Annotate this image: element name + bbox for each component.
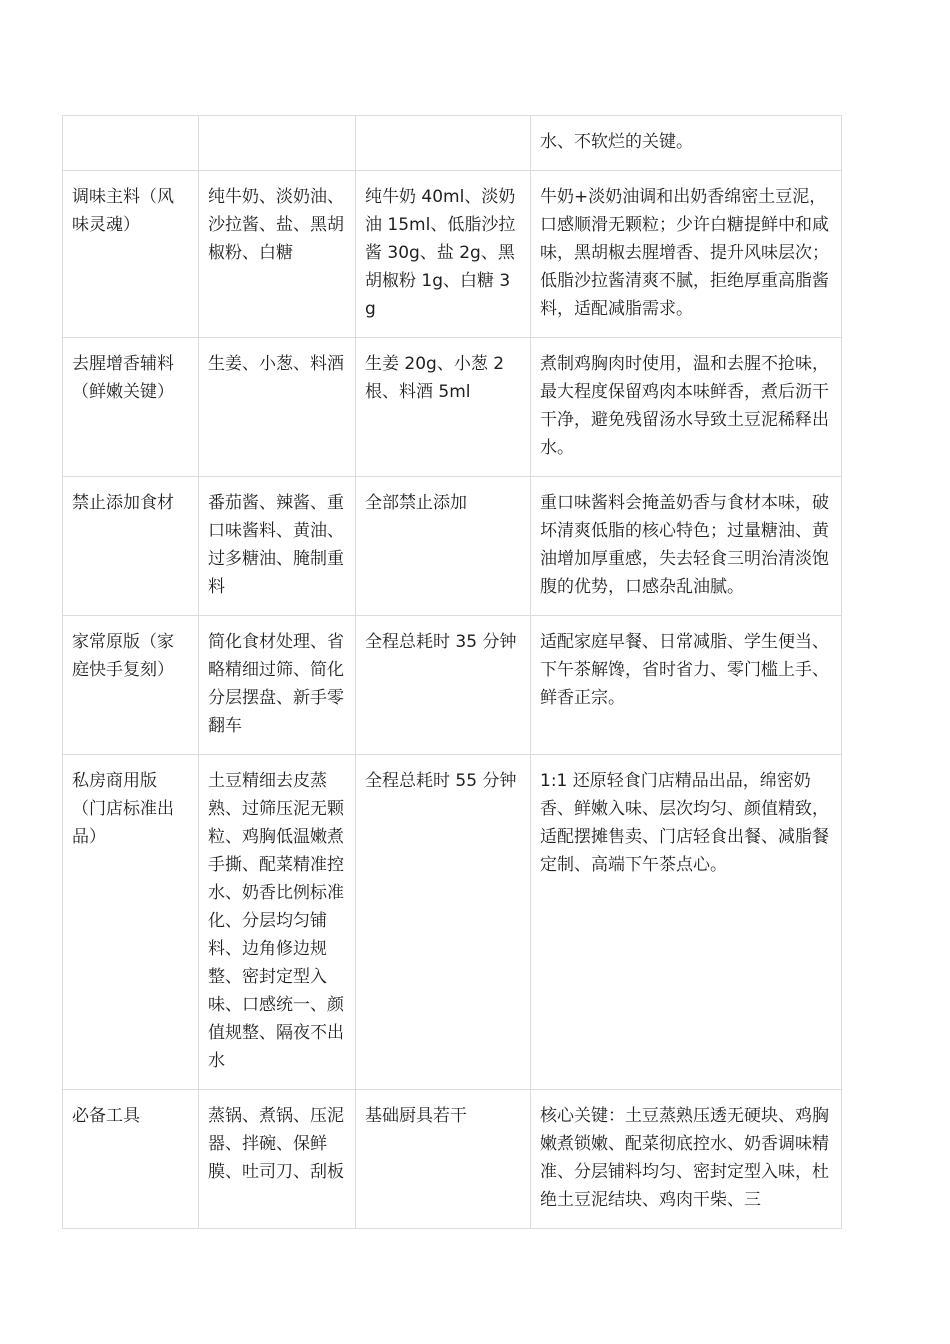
table-row-continuation xyxy=(63,116,842,171)
cell-category: 调味主料（风味灵魂） xyxy=(63,171,199,338)
cell-amount: 生姜 20g、小葱 2 根、料酒 5ml xyxy=(356,338,531,477)
cell-ingredients: 番茄酱、辣酱、重口味酱料、黄油、过多糖油、腌制重料 xyxy=(199,477,356,616)
table-row-home-version xyxy=(63,616,842,755)
cell-notes: 水、不软烂的关键。 xyxy=(531,116,842,171)
cell-amount: 基础厨具若干 xyxy=(356,1090,531,1229)
cell-notes: 核心关键：土豆蒸熟压透无硬块、鸡胸嫩煮锁嫩、配菜彻底控水、奶香调味精准、分层铺料均匀、密封定型入味，杜绝土豆泥结块、鸡肉干柴、三 xyxy=(531,1090,842,1229)
cell-category: 必备工具 xyxy=(63,1090,199,1229)
table-row-aromatics xyxy=(63,338,842,477)
cell-category xyxy=(63,116,199,171)
recipe-table xyxy=(62,115,842,1229)
cell-ingredients: 土豆精细去皮蒸熟、过筛压泥无颗粒、鸡胸低温嫩煮手撕、配菜精准控水、奶香比例标准化、分层均匀铺料、边角修边规整、密封定型入味、口感统一、颜值规整、隔夜不出水 xyxy=(199,755,356,1090)
cell-category: 家常原版（家庭快手复刻） xyxy=(63,616,199,755)
cell-ingredients: 生姜、小葱、料酒 xyxy=(199,338,356,477)
cell-category: 私房商用版（门店标准出品） xyxy=(63,755,199,1090)
table-row-tools xyxy=(63,1090,842,1229)
cell-category: 去腥增香辅料（鲜嫩关键） xyxy=(63,338,199,477)
cell-notes: 1:1 还原轻食门店精品出品，绵密奶香、鲜嫩入味、层次均匀、颜值精致，适配摆摊售卖、门店轻食出餐、减脂餐定制、高端下午茶点心。 xyxy=(531,755,842,1090)
cell-notes: 煮制鸡胸肉时使用，温和去腥不抢味，最大程度保留鸡肉本味鲜香，煮后沥干干净，避免残留汤水导致土豆泥稀释出水。 xyxy=(531,338,842,477)
cell-amount: 全程总耗时 55 分钟 xyxy=(356,755,531,1090)
cell-ingredients: 纯牛奶、淡奶油、沙拉酱、盐、黑胡椒粉、白糖 xyxy=(199,171,356,338)
cell-ingredients: 蒸锅、煮锅、压泥器、拌碗、保鲜膜、吐司刀、刮板 xyxy=(199,1090,356,1229)
cell-amount: 纯牛奶 40ml、淡奶油 15ml、低脂沙拉酱 30g、盐 2g、黑胡椒粉 1g、白糖 3g xyxy=(356,171,531,338)
table-row-seasoning xyxy=(63,171,842,338)
cell-ingredients xyxy=(199,116,356,171)
table-row-commercial-version xyxy=(63,755,842,1090)
table-row-forbidden xyxy=(63,477,842,616)
cell-amount: 全部禁止添加 xyxy=(356,477,531,616)
cell-category: 禁止添加食材 xyxy=(63,477,199,616)
cell-amount xyxy=(356,116,531,171)
cell-ingredients: 简化食材处理、省略精细过筛、简化分层摆盘、新手零翻车 xyxy=(199,616,356,755)
cell-amount: 全程总耗时 35 分钟 xyxy=(356,616,531,755)
cell-notes: 牛奶+淡奶油调和出奶香绵密土豆泥，口感顺滑无颗粒；少许白糖提鲜中和咸味，黑胡椒去腥增香、提升风味层次；低脂沙拉酱清爽不腻，拒绝厚重高脂酱料，适配减脂需求。 xyxy=(531,171,842,338)
cell-notes: 重口味酱料会掩盖奶香与食材本味，破坏清爽低脂的核心特色；过量糖油、黄油增加厚重感，失去轻食三明治清淡饱腹的优势，口感杂乱油腻。 xyxy=(531,477,842,616)
cell-notes: 适配家庭早餐、日常减脂、学生便当、下午茶解馋，省时省力、零门槛上手、鲜香正宗。 xyxy=(531,616,842,755)
